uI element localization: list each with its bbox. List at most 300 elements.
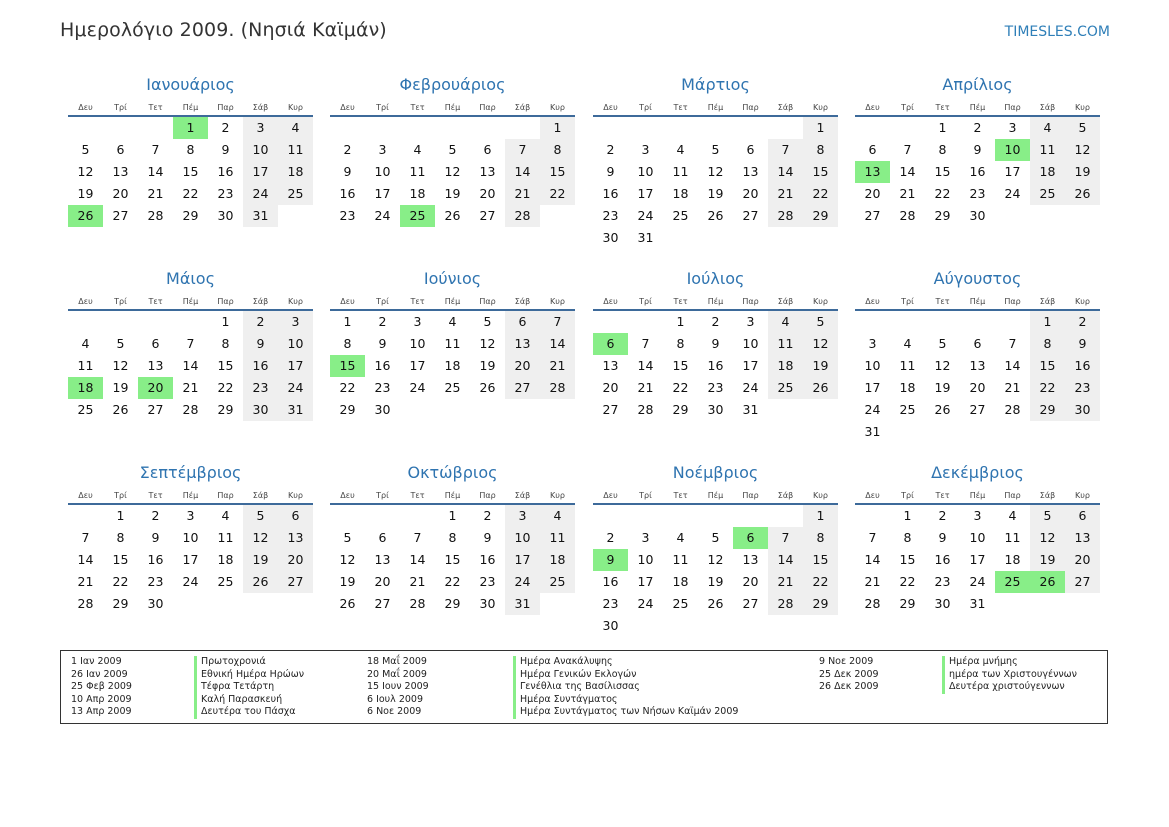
day-cell[interactable]: 19 (934, 380, 951, 395)
day-cell[interactable]: 13 (1065, 527, 1100, 549)
day-cell[interactable]: 16 (707, 358, 724, 373)
day-cell[interactable]: 8 (803, 527, 838, 549)
day-cell[interactable]: 1 (343, 314, 352, 329)
day-cell[interactable]: 26 (339, 596, 356, 611)
day-cell[interactable]: 19 (707, 574, 724, 589)
day-cell[interactable]: 6 (868, 142, 877, 157)
day-cell[interactable]: 12 (803, 333, 838, 355)
day-cell[interactable]: 30 (602, 230, 619, 245)
day-cell[interactable]: 17 (243, 161, 278, 183)
day-cell[interactable]: 13 (742, 552, 759, 567)
day-cell[interactable]: 28 (540, 377, 575, 399)
day-cell[interactable]: 20 (602, 380, 619, 395)
day-cell[interactable]: 24 (637, 596, 654, 611)
day-cell[interactable]: 25 (995, 571, 1030, 593)
day-cell[interactable]: 2 (938, 508, 947, 523)
day-cell[interactable]: 20 (479, 186, 496, 201)
day-cell[interactable]: 20 (969, 380, 986, 395)
day-cell[interactable]: 21 (77, 574, 94, 589)
day-cell[interactable]: 12 (1065, 139, 1100, 161)
day-cell[interactable]: 21 (864, 574, 881, 589)
day-cell[interactable]: 2 (1065, 311, 1100, 333)
day-cell[interactable]: 15 (803, 161, 838, 183)
day-cell[interactable]: 15 (803, 549, 838, 571)
day-cell[interactable]: 9 (973, 142, 982, 157)
day-cell[interactable]: 20 (278, 549, 313, 571)
day-cell[interactable]: 9 (343, 164, 352, 179)
day-cell[interactable]: 27 (112, 208, 129, 223)
day-cell[interactable]: 9 (483, 530, 492, 545)
day-cell[interactable]: 4 (81, 336, 90, 351)
day-cell[interactable]: 29 (899, 596, 916, 611)
day-cell[interactable]: 15 (899, 552, 916, 567)
day-cell[interactable]: 16 (479, 552, 496, 567)
day-cell[interactable]: 22 (899, 574, 916, 589)
day-cell[interactable]: 5 (116, 336, 125, 351)
day-cell[interactable]: 24 (182, 574, 199, 589)
day-cell[interactable]: 5 (448, 142, 457, 157)
day-cell[interactable]: 5 (803, 311, 838, 333)
day-cell[interactable]: 4 (278, 117, 313, 139)
day-cell[interactable]: 12 (112, 358, 129, 373)
day-cell[interactable]: 13 (505, 333, 540, 355)
day-cell[interactable]: 10 (742, 336, 759, 351)
day-cell[interactable]: 14 (637, 358, 654, 373)
day-cell[interactable]: 20 (1065, 549, 1100, 571)
day-cell[interactable]: 5 (343, 530, 352, 545)
day-cell[interactable]: 4 (768, 311, 803, 333)
day-cell[interactable]: 16 (217, 164, 234, 179)
day-cell[interactable]: 22 (217, 380, 234, 395)
day-cell[interactable]: 14 (1004, 358, 1021, 373)
day-cell[interactable]: 21 (899, 186, 916, 201)
day-cell[interactable]: 5 (1065, 117, 1100, 139)
day-cell[interactable]: 14 (409, 552, 426, 567)
day-cell[interactable]: 7 (868, 530, 877, 545)
day-cell[interactable]: 11 (540, 527, 575, 549)
day-cell[interactable]: 28 (182, 402, 199, 417)
day-cell[interactable]: 29 (803, 205, 838, 227)
day-cell[interactable]: 18 (444, 358, 461, 373)
day-cell[interactable]: 23 (707, 380, 724, 395)
day-cell[interactable]: 25 (540, 571, 575, 593)
day-cell[interactable]: 14 (505, 161, 540, 183)
day-cell[interactable]: 10 (637, 164, 654, 179)
day-cell[interactable]: 20 (505, 355, 540, 377)
day-cell[interactable]: 1 (938, 120, 947, 135)
day-cell[interactable]: 8 (186, 142, 195, 157)
day-cell[interactable]: 26 (243, 571, 278, 593)
day-cell[interactable]: 6 (746, 142, 755, 157)
day-cell[interactable]: 21 (505, 183, 540, 205)
day-cell[interactable]: 1 (903, 508, 912, 523)
day-cell[interactable]: 14 (864, 552, 881, 567)
day-cell[interactable]: 12 (707, 164, 724, 179)
day-cell[interactable]: 16 (1065, 355, 1100, 377)
day-cell[interactable]: 4 (413, 142, 422, 157)
day-cell[interactable]: 6 (378, 530, 387, 545)
day-cell[interactable]: 29 (444, 596, 461, 611)
day-cell[interactable]: 27 (742, 208, 759, 223)
day-cell[interactable]: 18 (540, 549, 575, 571)
day-cell[interactable]: 23 (602, 596, 619, 611)
day-cell[interactable]: 3 (868, 336, 877, 351)
day-cell[interactable]: 11 (217, 530, 234, 545)
day-cell[interactable]: 10 (969, 530, 986, 545)
day-cell[interactable]: 29 (1030, 399, 1065, 421)
day-cell[interactable]: 28 (768, 205, 803, 227)
day-cell[interactable]: 13 (374, 552, 391, 567)
day-cell[interactable]: 29 (672, 402, 689, 417)
day-cell[interactable]: 25 (400, 205, 435, 227)
day-cell[interactable]: 7 (186, 336, 195, 351)
day-cell[interactable]: 2 (378, 314, 387, 329)
day-cell[interactable]: 17 (409, 358, 426, 373)
day-cell[interactable]: 13 (112, 164, 129, 179)
day-cell[interactable]: 15 (540, 161, 575, 183)
day-cell[interactable]: 8 (343, 336, 352, 351)
day-cell[interactable]: 1 (803, 505, 838, 527)
day-cell[interactable]: 14 (540, 333, 575, 355)
day-cell[interactable]: 4 (221, 508, 230, 523)
day-cell[interactable]: 19 (479, 358, 496, 373)
day-cell[interactable]: 26 (479, 380, 496, 395)
day-cell[interactable]: 19 (1030, 549, 1065, 571)
day-cell[interactable]: 3 (278, 311, 313, 333)
day-cell[interactable]: 7 (903, 142, 912, 157)
day-cell[interactable]: 9 (1065, 333, 1100, 355)
day-cell[interactable]: 7 (768, 527, 803, 549)
day-cell[interactable]: 12 (934, 358, 951, 373)
day-cell[interactable]: 28 (864, 596, 881, 611)
day-cell[interactable]: 12 (444, 164, 461, 179)
day-cell[interactable]: 15 (112, 552, 129, 567)
day-cell[interactable]: 9 (606, 164, 615, 179)
day-cell[interactable]: 13 (602, 358, 619, 373)
day-cell[interactable]: 24 (409, 380, 426, 395)
day-cell[interactable]: 18 (409, 186, 426, 201)
day-cell[interactable]: 25 (672, 208, 689, 223)
day-cell[interactable]: 3 (641, 142, 650, 157)
day-cell[interactable]: 3 (641, 530, 650, 545)
day-cell[interactable]: 6 (505, 311, 540, 333)
day-cell[interactable]: 24 (637, 208, 654, 223)
day-cell[interactable]: 20 (864, 186, 881, 201)
day-cell[interactable]: 28 (768, 593, 803, 615)
day-cell[interactable]: 28 (1004, 402, 1021, 417)
day-cell[interactable]: 25 (217, 574, 234, 589)
day-cell[interactable]: 26 (68, 205, 103, 227)
day-cell[interactable]: 8 (938, 142, 947, 157)
day-cell[interactable]: 6 (151, 336, 160, 351)
day-cell[interactable]: 7 (768, 139, 803, 161)
day-cell[interactable]: 9 (221, 142, 230, 157)
day-cell[interactable]: 23 (339, 208, 356, 223)
day-cell[interactable]: 10 (182, 530, 199, 545)
day-cell[interactable]: 6 (278, 505, 313, 527)
day-cell[interactable]: 21 (182, 380, 199, 395)
day-cell[interactable]: 27 (147, 402, 164, 417)
day-cell[interactable]: 20 (742, 186, 759, 201)
day-cell[interactable]: 24 (505, 571, 540, 593)
day-cell[interactable]: 30 (1065, 399, 1100, 421)
day-cell[interactable]: 15 (330, 355, 365, 377)
day-cell[interactable]: 18 (672, 186, 689, 201)
day-cell[interactable]: 22 (672, 380, 689, 395)
day-cell[interactable]: 22 (1030, 377, 1065, 399)
day-cell[interactable]: 19 (339, 574, 356, 589)
day-cell[interactable]: 7 (540, 311, 575, 333)
day-cell[interactable]: 21 (768, 183, 803, 205)
day-cell[interactable]: 17 (505, 549, 540, 571)
day-cell[interactable]: 3 (413, 314, 422, 329)
day-cell[interactable]: 14 (147, 164, 164, 179)
day-cell[interactable]: 14 (899, 164, 916, 179)
day-cell[interactable]: 25 (278, 183, 313, 205)
day-cell[interactable]: 4 (676, 530, 685, 545)
day-cell[interactable]: 2 (973, 120, 982, 135)
day-cell[interactable]: 20 (742, 574, 759, 589)
day-cell[interactable]: 19 (444, 186, 461, 201)
day-cell[interactable]: 6 (973, 336, 982, 351)
day-cell[interactable]: 18 (899, 380, 916, 395)
day-cell[interactable]: 25 (768, 377, 803, 399)
day-cell[interactable]: 4 (676, 142, 685, 157)
day-cell[interactable]: 9 (938, 530, 947, 545)
day-cell[interactable]: 26 (1065, 183, 1100, 205)
day-cell[interactable]: 14 (768, 549, 803, 571)
day-cell[interactable]: 15 (934, 164, 951, 179)
day-cell[interactable]: 12 (243, 527, 278, 549)
day-cell[interactable]: 12 (1030, 527, 1065, 549)
day-cell[interactable]: 5 (243, 505, 278, 527)
day-cell[interactable]: 26 (112, 402, 129, 417)
day-cell[interactable]: 9 (243, 333, 278, 355)
day-cell[interactable]: 2 (343, 142, 352, 157)
day-cell[interactable]: 27 (969, 402, 986, 417)
day-cell[interactable]: 2 (243, 311, 278, 333)
day-cell[interactable]: 4 (903, 336, 912, 351)
day-cell[interactable]: 18 (768, 355, 803, 377)
day-cell[interactable]: 2 (221, 120, 230, 135)
day-cell[interactable]: 4 (448, 314, 457, 329)
day-cell[interactable]: 22 (182, 186, 199, 201)
day-cell[interactable]: 11 (1004, 530, 1021, 545)
day-cell[interactable]: 26 (1030, 571, 1065, 593)
day-cell[interactable]: 31 (969, 596, 986, 611)
day-cell[interactable]: 23 (1065, 377, 1100, 399)
day-cell[interactable]: 21 (768, 571, 803, 593)
day-cell[interactable]: 11 (278, 139, 313, 161)
day-cell[interactable]: 28 (409, 596, 426, 611)
day-cell[interactable]: 1 (116, 508, 125, 523)
day-cell[interactable]: 19 (803, 355, 838, 377)
day-cell[interactable]: 11 (1030, 139, 1065, 161)
day-cell[interactable]: 19 (77, 186, 94, 201)
day-cell[interactable]: 24 (278, 377, 313, 399)
day-cell[interactable]: 13 (742, 164, 759, 179)
day-cell[interactable]: 10 (278, 333, 313, 355)
day-cell[interactable]: 28 (147, 208, 164, 223)
day-cell[interactable]: 9 (151, 530, 160, 545)
day-cell[interactable]: 27 (602, 402, 619, 417)
day-cell[interactable]: 8 (448, 530, 457, 545)
day-cell[interactable]: 22 (803, 183, 838, 205)
day-cell[interactable]: 18 (217, 552, 234, 567)
day-cell[interactable]: 23 (374, 380, 391, 395)
day-cell[interactable]: 10 (995, 139, 1030, 161)
day-cell[interactable]: 15 (444, 552, 461, 567)
day-cell[interactable]: 2 (483, 508, 492, 523)
day-cell[interactable]: 12 (479, 336, 496, 351)
day-cell[interactable]: 11 (899, 358, 916, 373)
day-cell[interactable]: 17 (182, 552, 199, 567)
day-cell[interactable]: 25 (1030, 183, 1065, 205)
day-cell[interactable]: 4 (540, 505, 575, 527)
day-cell[interactable]: 10 (637, 552, 654, 567)
day-cell[interactable]: 5 (81, 142, 90, 157)
day-cell[interactable]: 3 (186, 508, 195, 523)
day-cell[interactable]: 15 (217, 358, 234, 373)
day-cell[interactable]: 31 (742, 402, 759, 417)
day-cell[interactable]: 13 (278, 527, 313, 549)
day-cell[interactable]: 14 (77, 552, 94, 567)
day-cell[interactable]: 6 (1065, 505, 1100, 527)
day-cell[interactable]: 17 (374, 186, 391, 201)
day-cell[interactable]: 10 (505, 527, 540, 549)
day-cell[interactable]: 10 (864, 358, 881, 373)
day-cell[interactable]: 3 (378, 142, 387, 157)
day-cell[interactable]: 5 (711, 142, 720, 157)
day-cell[interactable]: 28 (637, 402, 654, 417)
day-cell[interactable]: 29 (182, 208, 199, 223)
day-cell[interactable]: 17 (637, 186, 654, 201)
day-cell[interactable]: 7 (151, 142, 160, 157)
day-cell[interactable]: 28 (505, 205, 540, 227)
day-cell[interactable]: 3 (505, 505, 540, 527)
day-cell[interactable]: 31 (278, 399, 313, 421)
day-cell[interactable]: 30 (707, 402, 724, 417)
day-cell[interactable]: 18 (1004, 552, 1021, 567)
day-cell[interactable]: 16 (147, 552, 164, 567)
day-cell[interactable]: 24 (742, 380, 759, 395)
day-cell[interactable]: 8 (221, 336, 230, 351)
day-cell[interactable]: 26 (803, 377, 838, 399)
day-cell[interactable]: 5 (711, 530, 720, 545)
day-cell[interactable]: 30 (934, 596, 951, 611)
day-cell[interactable]: 21 (540, 355, 575, 377)
day-cell[interactable]: 5 (938, 336, 947, 351)
day-cell[interactable]: 5 (483, 314, 492, 329)
day-cell[interactable]: 23 (479, 574, 496, 589)
day-cell[interactable]: 16 (969, 164, 986, 179)
day-cell[interactable]: 22 (444, 574, 461, 589)
day-cell[interactable]: 14 (182, 358, 199, 373)
day-cell[interactable]: 3 (243, 117, 278, 139)
day-cell[interactable]: 26 (934, 402, 951, 417)
day-cell[interactable]: 17 (864, 380, 881, 395)
day-cell[interactable]: 20 (138, 377, 173, 399)
day-cell[interactable]: 27 (742, 596, 759, 611)
day-cell[interactable]: 17 (637, 574, 654, 589)
day-cell[interactable]: 8 (803, 139, 838, 161)
day-cell[interactable]: 11 (444, 336, 461, 351)
day-cell[interactable]: 8 (540, 139, 575, 161)
day-cell[interactable]: 26 (444, 208, 461, 223)
day-cell[interactable]: 14 (768, 161, 803, 183)
day-cell[interactable]: 11 (672, 164, 689, 179)
day-cell[interactable]: 3 (746, 314, 755, 329)
day-cell[interactable]: 8 (676, 336, 685, 351)
day-cell[interactable]: 1 (803, 117, 838, 139)
day-cell[interactable]: 30 (374, 402, 391, 417)
day-cell[interactable]: 29 (112, 596, 129, 611)
day-cell[interactable]: 6 (116, 142, 125, 157)
day-cell[interactable]: 2 (151, 508, 160, 523)
day-cell[interactable]: 13 (855, 161, 890, 183)
day-cell[interactable]: 7 (641, 336, 650, 351)
day-cell[interactable]: 26 (707, 208, 724, 223)
day-cell[interactable]: 16 (602, 574, 619, 589)
day-cell[interactable]: 24 (374, 208, 391, 223)
day-cell[interactable]: 16 (602, 186, 619, 201)
day-cell[interactable]: 23 (217, 186, 234, 201)
day-cell[interactable]: 22 (339, 380, 356, 395)
day-cell[interactable]: 18 (1030, 161, 1065, 183)
site-link[interactable]: TIMESLES.COM (1004, 24, 1110, 40)
day-cell[interactable]: 11 (768, 333, 803, 355)
day-cell[interactable]: 29 (217, 402, 234, 417)
day-cell[interactable]: 30 (243, 399, 278, 421)
day-cell[interactable]: 25 (899, 402, 916, 417)
day-cell[interactable]: 2 (606, 530, 615, 545)
day-cell[interactable]: 29 (339, 402, 356, 417)
day-cell[interactable]: 22 (112, 574, 129, 589)
day-cell[interactable]: 13 (147, 358, 164, 373)
day-cell[interactable]: 30 (969, 208, 986, 223)
day-cell[interactable]: 13 (969, 358, 986, 373)
day-cell[interactable]: 9 (711, 336, 720, 351)
day-cell[interactable]: 8 (1030, 333, 1065, 355)
day-cell[interactable]: 8 (903, 530, 912, 545)
day-cell[interactable]: 29 (934, 208, 951, 223)
day-cell[interactable]: 24 (1004, 186, 1021, 201)
day-cell[interactable]: 1 (540, 117, 575, 139)
day-cell[interactable]: 22 (540, 183, 575, 205)
day-cell[interactable]: 16 (934, 552, 951, 567)
day-cell[interactable]: 4 (1008, 508, 1017, 523)
day-cell[interactable]: 10 (374, 164, 391, 179)
day-cell[interactable]: 25 (77, 402, 94, 417)
day-cell[interactable]: 27 (374, 596, 391, 611)
day-cell[interactable]: 31 (243, 205, 278, 227)
day-cell[interactable]: 19 (1065, 161, 1100, 183)
day-cell[interactable]: 27 (278, 571, 313, 593)
day-cell[interactable]: 30 (217, 208, 234, 223)
day-cell[interactable]: 10 (409, 336, 426, 351)
day-cell[interactable]: 21 (1004, 380, 1021, 395)
day-cell[interactable]: 6 (733, 527, 768, 549)
day-cell[interactable]: 18 (68, 377, 103, 399)
day-cell[interactable]: 9 (593, 549, 628, 571)
day-cell[interactable]: 17 (969, 552, 986, 567)
day-cell[interactable]: 9 (378, 336, 387, 351)
day-cell[interactable]: 17 (278, 355, 313, 377)
day-cell[interactable]: 16 (374, 358, 391, 373)
day-cell[interactable]: 11 (409, 164, 426, 179)
day-cell[interactable]: 20 (374, 574, 391, 589)
day-cell[interactable]: 10 (243, 139, 278, 161)
